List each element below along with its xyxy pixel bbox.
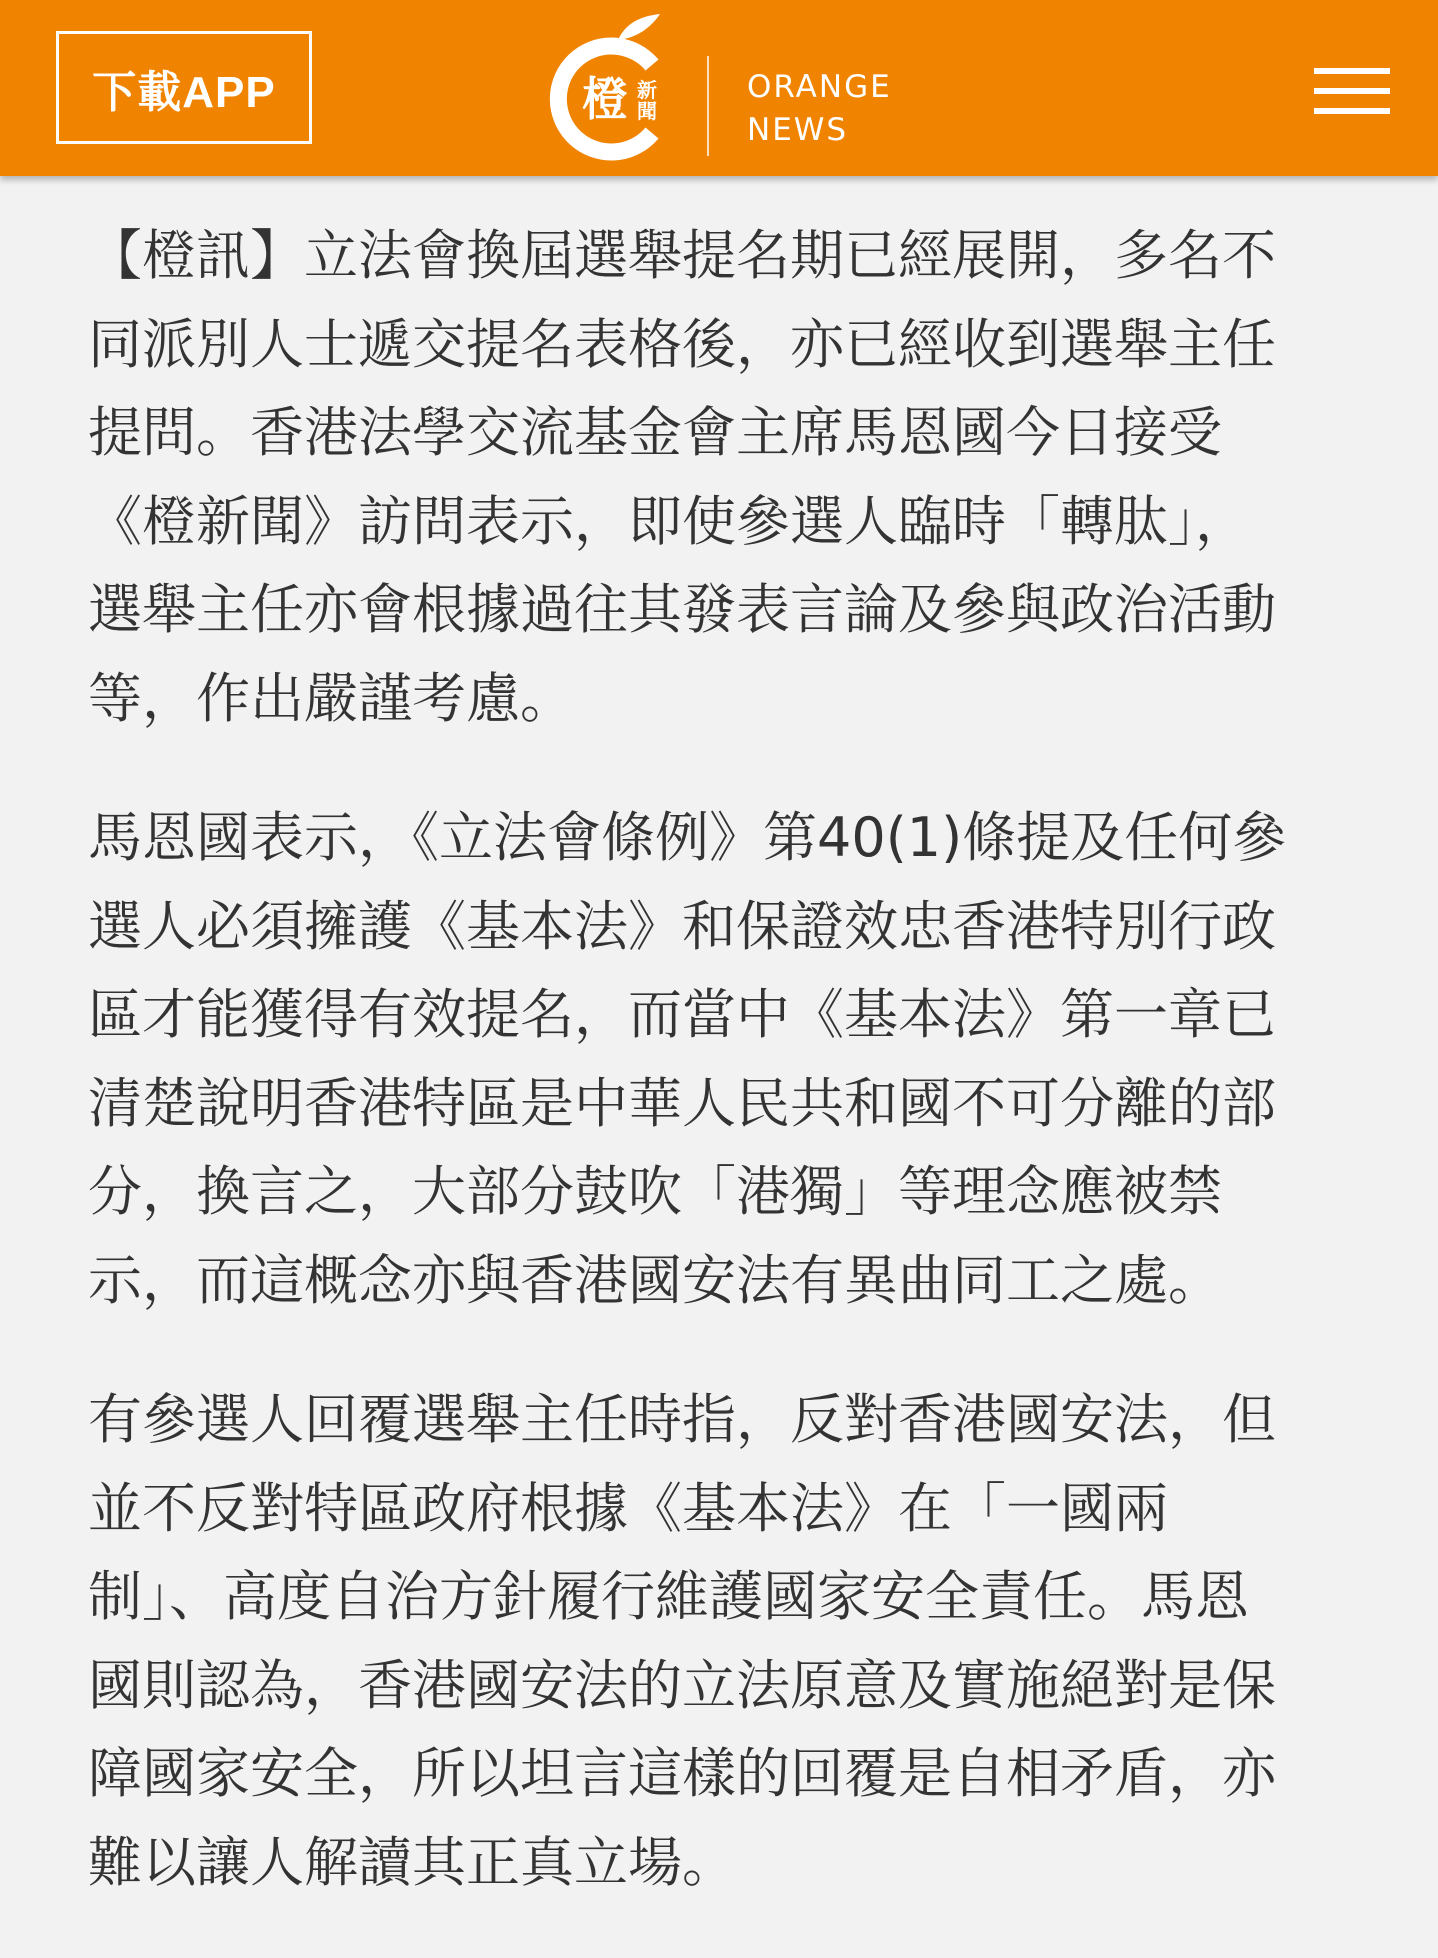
paragraph-line: 選人必須擁護《基本法》和保證效忠香港特別行政: [88, 894, 1276, 958]
article-paragraph-2: [88, 794, 1358, 1325]
paragraph-line: 等，作出嚴謹考慮。: [88, 666, 574, 730]
logo-chinese-small-2: 聞: [637, 99, 657, 123]
logo-english-text: [747, 66, 892, 152]
paragraph-line: 提問。香港法學交流基金會主席馬恩國今日接受: [88, 401, 1222, 464]
logo-english-line-2: NEWS: [747, 112, 849, 148]
logo-chinese-small: [636, 80, 658, 122]
article-paragraph-1: [88, 212, 1358, 743]
paragraph-line: 《橙新聞》訪問表示，即使參選人臨時「轉肽」，: [88, 489, 1249, 553]
paragraph-line: 【橙訊】立法會換屆選舉提名期已經展開，多名不: [88, 224, 1276, 287]
logo-chinese-small-1: 新: [637, 78, 657, 102]
hamburger-menu-button[interactable]: [1314, 68, 1390, 116]
article-paragraph-3: [88, 1376, 1358, 1907]
paragraph-line: 清楚說明香港特區是中華人民共和國不可分離的部: [88, 1071, 1276, 1135]
download-app-button[interactable]: 下載APP: [56, 31, 312, 144]
paragraph-line: 有參選人回覆選舉主任時指，反對香港國安法，但: [88, 1388, 1276, 1451]
paragraph-line: 國則認為，香港國安法的立法原意及實施絕對是保: [88, 1653, 1276, 1717]
paragraph-line: 區才能獲得有效提名，而當中《基本法》第一章已: [88, 983, 1276, 1046]
paragraph-line: 示，而這概念亦與香港國安法有異曲同工之處。: [88, 1248, 1222, 1312]
menu-bar-top: [1314, 68, 1390, 74]
paragraph-line: 馬恩國表示，《立法會條例》第40(1)條提及任何參: [88, 806, 1287, 869]
menu-bar-bottom: [1314, 108, 1390, 114]
logo-english-line-1: ORANGE: [747, 69, 892, 105]
orange-news-logo[interactable]: [542, 8, 902, 168]
paragraph-line: 並不反對特區政府根據《基本法》在「一國兩: [88, 1476, 1168, 1540]
menu-bar-middle: [1314, 88, 1390, 94]
paragraph-line: 選舉主任亦會根據過往其發表言論及參與政治活動: [88, 578, 1276, 641]
logo-chinese-main: 橙: [582, 72, 628, 126]
paragraph-line: 障國家安全，所以坦言這樣的回覆是自相矛盾，亦: [88, 1742, 1276, 1805]
top-header: [0, 0, 1438, 176]
paragraph-line: 制」、高度自治方針履行維護國家安全責任。馬恩: [88, 1565, 1249, 1628]
paragraph-line: 同派別人士遞交提名表格後，亦已經收到選舉主任: [88, 312, 1276, 376]
logo-divider: [707, 56, 709, 156]
paragraph-line: 難以讓人解讀其正真立場。: [88, 1830, 736, 1894]
article-body: [88, 212, 1358, 1958]
paragraph-line: 分，換言之，大部分鼓吹「港獨」等理念應被禁: [88, 1160, 1222, 1223]
